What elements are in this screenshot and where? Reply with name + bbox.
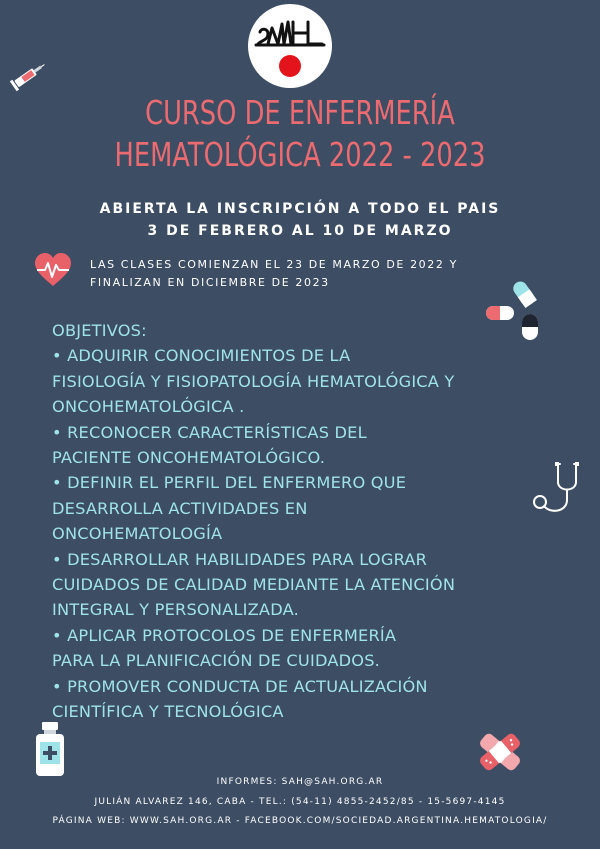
footer-address-phone: JULIÁN ALVAREZ 146, CABA - TEL.: (54-11) 4855-2452/85 - 15-5697-4145: [94, 797, 506, 807]
objective-line: PACIENTE ONCOHEMATOLÓGICO.: [52, 448, 326, 468]
course-title: [66, 92, 534, 176]
objective-line: ONCOHEMATOLÓGICA .: [52, 397, 245, 417]
stethoscope-icon: [530, 460, 586, 518]
medicine-bottle-icon: [34, 720, 66, 778]
enrollment-line-1: ABIERTA LA INSCRIPCIÓN A TODO EL PAIS: [99, 201, 501, 217]
objective-line: DESARROLLA ACTIVIDADES EN: [52, 498, 308, 518]
bandage-icon: [474, 728, 526, 776]
course-title-line-2: HEMATOLÓGICA 2022 - 2023: [114, 135, 486, 174]
course-title-line-1: CURSO DE ENFERMERÍA: [145, 93, 455, 132]
objective-line: • APLICAR PROTOCOLOS DE ENFERMERÍA: [52, 625, 397, 645]
objectives-list: [52, 318, 552, 725]
objective-line: • RECONOCER CARACTERÍSTICAS DEL: [52, 422, 367, 442]
objective-line: • ADQUIRIR CONOCIMIENTOS DE LA: [52, 346, 351, 366]
objective-line: ONCOHEMATOLOGÍA: [52, 524, 223, 544]
sah-logo: [248, 4, 332, 88]
sah-logo-mark: [248, 4, 332, 88]
objective-line: • PROMOVER CONDUCTA DE ACTUALIZACIÓN: [52, 676, 428, 696]
objective-line: • DESARROLLAR HABILIDADES PARA LOGRAR: [52, 549, 428, 569]
objective-line: CUIDADOS DE CALIDAD MEDIANTE LA ATENCIÓN: [52, 575, 456, 595]
objective-line: PARA LA PLANIFICACIÓN DE CUIDADOS.: [52, 651, 381, 671]
objective-line: FISIOLOGÍA Y FISIOPATOLOGÍA HEMATOLÓGICA Y: [52, 371, 455, 391]
objective-line: CIENTÍFICA Y TECNOLÓGICA: [52, 702, 284, 722]
syringe-icon: [8, 58, 48, 94]
classes-line-1: LAS CLASES COMIENZAN EL 23 DE MARZO DE 2022 Y: [90, 258, 458, 271]
objective-line: INTEGRAL Y PERSONALIZADA.: [52, 600, 299, 620]
objective-line: • DEFINIR EL PERFIL DEL ENFERMERO QUE: [52, 473, 407, 493]
footer-web-links: PÁGINA WEB: WWW.SAH.ORG.AR - FACEBOOK.COM/SOCIEDAD.ARGENTINA.HEMATOLOGIA/: [52, 816, 548, 826]
classes-line-2: FINALIZAN EN DICIEMBRE DE 2023: [90, 276, 330, 289]
enrollment-notice: [0, 198, 600, 242]
footer-contact-email: INFORMES: SAH@SAH.ORG.AR: [216, 777, 384, 787]
heart-pulse-icon: [33, 252, 73, 288]
objectives-heading: OBJETIVOS:: [52, 321, 147, 340]
enrollment-dates: 3 DE FEBRERO AL 10 DE MARZO: [147, 223, 453, 239]
